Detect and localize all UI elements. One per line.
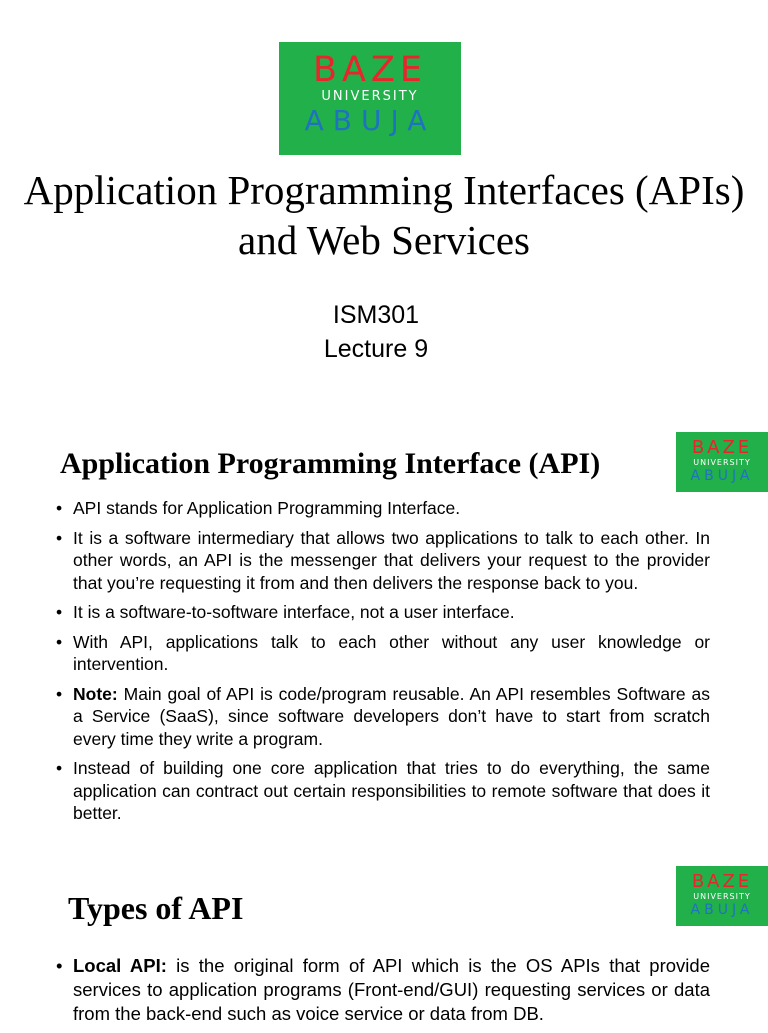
bullet-dot: • <box>56 631 63 652</box>
slide-title-api: Application Programming Interface (API) <box>60 447 601 480</box>
baze-university-logo <box>279 42 461 155</box>
logo-line-abuja: ABUJA <box>690 468 754 484</box>
logo-line-baze: BAZE <box>691 437 753 458</box>
bullet-text: With API, applications talk to each other without any user knowledge or intervention. <box>73 631 710 674</box>
list-item <box>56 757 710 825</box>
bullet-dot: • <box>56 683 63 704</box>
cover-subtitle <box>0 298 752 366</box>
logo-line-baze: BAZE <box>312 50 428 90</box>
list-item <box>56 683 710 751</box>
lecture-number: Lecture 9 <box>323 335 429 363</box>
bullet-list-api <box>56 497 710 832</box>
bullet-dot: • <box>56 758 63 778</box>
list-item <box>56 954 710 1026</box>
cover-title: Application Programming Interfaces (APIs) and Web Services <box>23 167 745 263</box>
logo-line-university: UNIVERSITY <box>321 89 419 104</box>
course-code: ISM301 <box>332 301 420 329</box>
note-label: Note: <box>73 683 118 704</box>
local-api-label: Local API: <box>73 955 167 976</box>
bullet-text: API stands for Application Programming Interface. <box>73 498 461 518</box>
logo-line-abuja: ABUJA <box>304 104 436 137</box>
slide-title-types: Types of API <box>68 890 244 926</box>
logo-line-baze: BAZE <box>691 871 753 892</box>
bullet-list-types <box>56 954 710 1033</box>
bullet-text: is the original form of API which is the OS APIs that provide services to application programs (Front-end/GUI) requesting services or data from the back-end such as voice service or data from DB. <box>73 955 710 1024</box>
list-item <box>56 631 710 676</box>
bullet-dot: • <box>56 527 63 548</box>
logo-line-university: UNIVERSITY <box>693 892 751 901</box>
logo-line-university: UNIVERSITY <box>693 458 751 467</box>
bullet-text: It is a software-to-software interface, not a user interface. <box>73 602 515 622</box>
bullet-dot: • <box>56 602 63 622</box>
bullet-dot: • <box>56 955 63 976</box>
baze-university-logo-small <box>676 432 768 492</box>
bullet-text: Main goal of API is code/program reusable. An API resembles Software as a Service (SaaS), since software developers don’t have to start from scratch every time they write a program. <box>73 683 710 749</box>
bullet-dot: • <box>56 498 63 518</box>
bullet-text: Instead of building one core application that tries to do everything, the same application can contract out certain responsibilities to remote software that does it better. <box>73 758 710 823</box>
list-item <box>56 527 710 595</box>
list-item <box>56 497 710 520</box>
logo-line-abuja: ABUJA <box>690 902 754 918</box>
bullet-text: It is a software intermediary that allows two applications to talk to each other. In other words, an API is the messenger that delivers your request to the provider that you’re requesting it from and then delivers the response back to you. <box>73 527 710 593</box>
list-item <box>56 601 710 624</box>
baze-university-logo-small <box>676 866 768 926</box>
